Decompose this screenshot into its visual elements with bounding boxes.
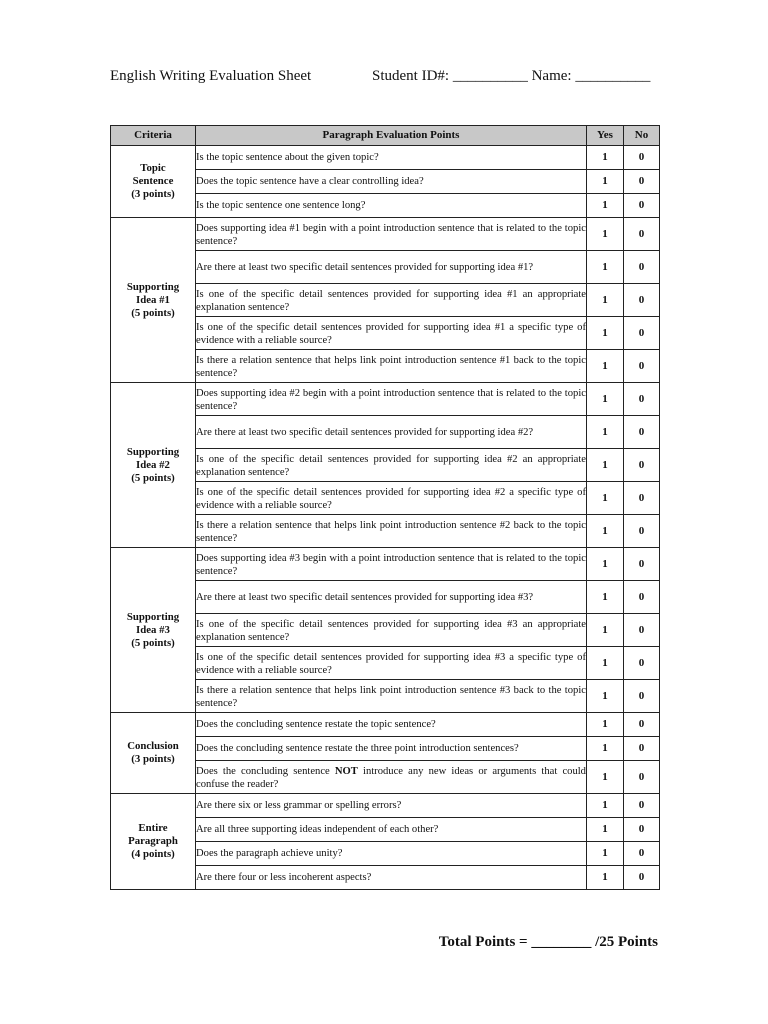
- no-score-cell: 0: [624, 416, 660, 449]
- question-cell: Are all three supporting ideas independent of each other?: [196, 818, 587, 842]
- yes-score-cell: 1: [587, 647, 624, 680]
- no-score-cell: 0: [624, 146, 660, 170]
- yes-score-cell: 1: [587, 251, 624, 284]
- yes-score-cell: 1: [587, 515, 624, 548]
- yes-score-cell: 1: [587, 842, 624, 866]
- no-score-cell: 0: [624, 680, 660, 713]
- no-score-cell: 0: [624, 548, 660, 581]
- question-emphasis: NOT: [334, 765, 358, 777]
- question-cell: Is one of the specific detail sentences provided for supporting idea #3 an appropriate explanation sentence?: [196, 614, 587, 647]
- question-cell: Is the topic sentence about the given topic?: [196, 146, 587, 170]
- criteria-cell: Entire Paragraph (4 points): [111, 794, 196, 890]
- question-cell: Is there a relation sentence that helps link point introduction sentence #2 back to the topic sentence?: [196, 515, 587, 548]
- question-cell: Does the concluding sentence restate the three point introduction sentences?: [196, 737, 587, 761]
- no-score-cell: 0: [624, 614, 660, 647]
- no-score-cell: 0: [624, 515, 660, 548]
- no-score-cell: 0: [624, 350, 660, 383]
- question-cell: Are there at least two specific detail sentences provided for supporting idea #2?: [196, 416, 587, 449]
- no-score-cell: 0: [624, 866, 660, 890]
- yes-score-cell: 1: [587, 581, 624, 614]
- question-cell: Is one of the specific detail sentences provided for supporting idea #2 an appropriate explanation sentence?: [196, 449, 587, 482]
- no-score-cell: 0: [624, 713, 660, 737]
- no-score-cell: 0: [624, 842, 660, 866]
- no-score-cell: 0: [624, 317, 660, 350]
- no-score-cell: 0: [624, 284, 660, 317]
- yes-score-cell: 1: [587, 416, 624, 449]
- yes-score-cell: 1: [587, 680, 624, 713]
- no-score-cell: 0: [624, 170, 660, 194]
- table-header-row: [111, 126, 660, 146]
- question-cell: Does the topic sentence have a clear controlling idea?: [196, 170, 587, 194]
- criteria-cell: Supporting Idea #2 (5 points): [111, 383, 196, 548]
- no-score-cell: 0: [624, 383, 660, 416]
- sheet-title: English Writing Evaluation Sheet: [110, 68, 312, 84]
- yes-score-cell: 1: [587, 866, 624, 890]
- no-score-cell: 0: [624, 218, 660, 251]
- yes-score-cell: 1: [587, 317, 624, 350]
- yes-score-cell: 1: [587, 713, 624, 737]
- question-text-end: introduce any new ideas or arguments that could confuse the reader?: [196, 765, 586, 790]
- criteria-cell: Supporting Idea #3 (5 points): [111, 548, 196, 713]
- yes-score-cell: 1: [587, 482, 624, 515]
- evaluation-table-body: [111, 146, 660, 890]
- no-score-cell: 0: [624, 449, 660, 482]
- no-score-cell: 0: [624, 251, 660, 284]
- question-cell: Does supporting idea #3 begin with a point introduction sentence that is related to the topic sentence?: [196, 548, 587, 581]
- yes-score-cell: 1: [587, 761, 624, 794]
- question-cell: Does supporting idea #1 begin with a point introduction sentence that is related to the topic sentence?: [196, 218, 587, 251]
- evaluation-table: [110, 125, 660, 890]
- yes-score-cell: 1: [587, 614, 624, 647]
- question-cell: Are there six or less grammar or spelling errors?: [196, 794, 587, 818]
- no-score-cell: 0: [624, 761, 660, 794]
- criteria-cell: Topic Sentence (3 points): [111, 146, 196, 218]
- table-row: [111, 383, 660, 416]
- question-cell: Are there four or less incoherent aspects?: [196, 866, 587, 890]
- table-row: [111, 146, 660, 170]
- question-cell: Are there at least two specific detail sentences provided for supporting idea #3?: [196, 581, 587, 614]
- criteria-cell: Conclusion (3 points): [111, 713, 196, 794]
- yes-score-cell: 1: [587, 194, 624, 218]
- table-row: [111, 548, 660, 581]
- yes-score-cell: 1: [587, 146, 624, 170]
- table-row: [111, 218, 660, 251]
- no-score-cell: 0: [624, 482, 660, 515]
- question-cell: Is one of the specific detail sentences provided for supporting idea #1 a specific type of evidence with a reliable source?: [196, 317, 587, 350]
- question-cell: Does the paragraph achieve unity?: [196, 842, 587, 866]
- no-score-cell: 0: [624, 737, 660, 761]
- student-id-name-line: Student ID#: __________ Name: __________: [372, 68, 651, 84]
- criteria-column-header: Criteria: [111, 126, 196, 146]
- question-cell: Is there a relation sentence that helps link point introduction sentence #1 back to the topic sentence?: [196, 350, 587, 383]
- points-column-header: Paragraph Evaluation Points: [196, 126, 587, 146]
- question-cell: Are there at least two specific detail sentences provided for supporting idea #1?: [196, 251, 587, 284]
- question-cell: Does supporting idea #2 begin with a point introduction sentence that is related to the topic sentence?: [196, 383, 587, 416]
- yes-score-cell: 1: [587, 818, 624, 842]
- yes-score-cell: 1: [587, 218, 624, 251]
- question-cell: Is one of the specific detail sentences provided for supporting idea #1 an appropriate explanation sentence?: [196, 284, 587, 317]
- no-score-cell: 0: [624, 647, 660, 680]
- yes-score-cell: 1: [587, 383, 624, 416]
- yes-score-cell: 1: [587, 350, 624, 383]
- yes-score-cell: 1: [587, 737, 624, 761]
- no-score-cell: 0: [624, 581, 660, 614]
- table-row: [111, 713, 660, 737]
- no-column-header: No: [624, 126, 660, 146]
- yes-score-cell: 1: [587, 449, 624, 482]
- question-cell: [196, 761, 587, 794]
- no-score-cell: 0: [624, 818, 660, 842]
- sheet-header: [110, 68, 660, 90]
- question-cell: Is the topic sentence one sentence long?: [196, 194, 587, 218]
- yes-score-cell: 1: [587, 284, 624, 317]
- criteria-cell: Supporting Idea #1 (5 points): [111, 218, 196, 383]
- yes-column-header: Yes: [587, 126, 624, 146]
- yes-score-cell: 1: [587, 548, 624, 581]
- total-points: Total Points = ________ /25 Points: [438, 934, 658, 950]
- no-score-cell: 0: [624, 194, 660, 218]
- table-row: [111, 794, 660, 818]
- no-score-cell: 0: [624, 794, 660, 818]
- question-text-start: Does the concluding sentence: [196, 765, 335, 777]
- question-cell: Does the concluding sentence restate the topic sentence?: [196, 713, 587, 737]
- yes-score-cell: 1: [587, 794, 624, 818]
- question-cell: Is one of the specific detail sentences provided for supporting idea #2 a specific type of evidence with a reliable source?: [196, 482, 587, 515]
- yes-score-cell: 1: [587, 170, 624, 194]
- question-cell: Is one of the specific detail sentences provided for supporting idea #3 a specific type of evidence with a reliable source?: [196, 647, 587, 680]
- question-cell: Is there a relation sentence that helps link point introduction sentence #3 back to the topic sentence?: [196, 680, 587, 713]
